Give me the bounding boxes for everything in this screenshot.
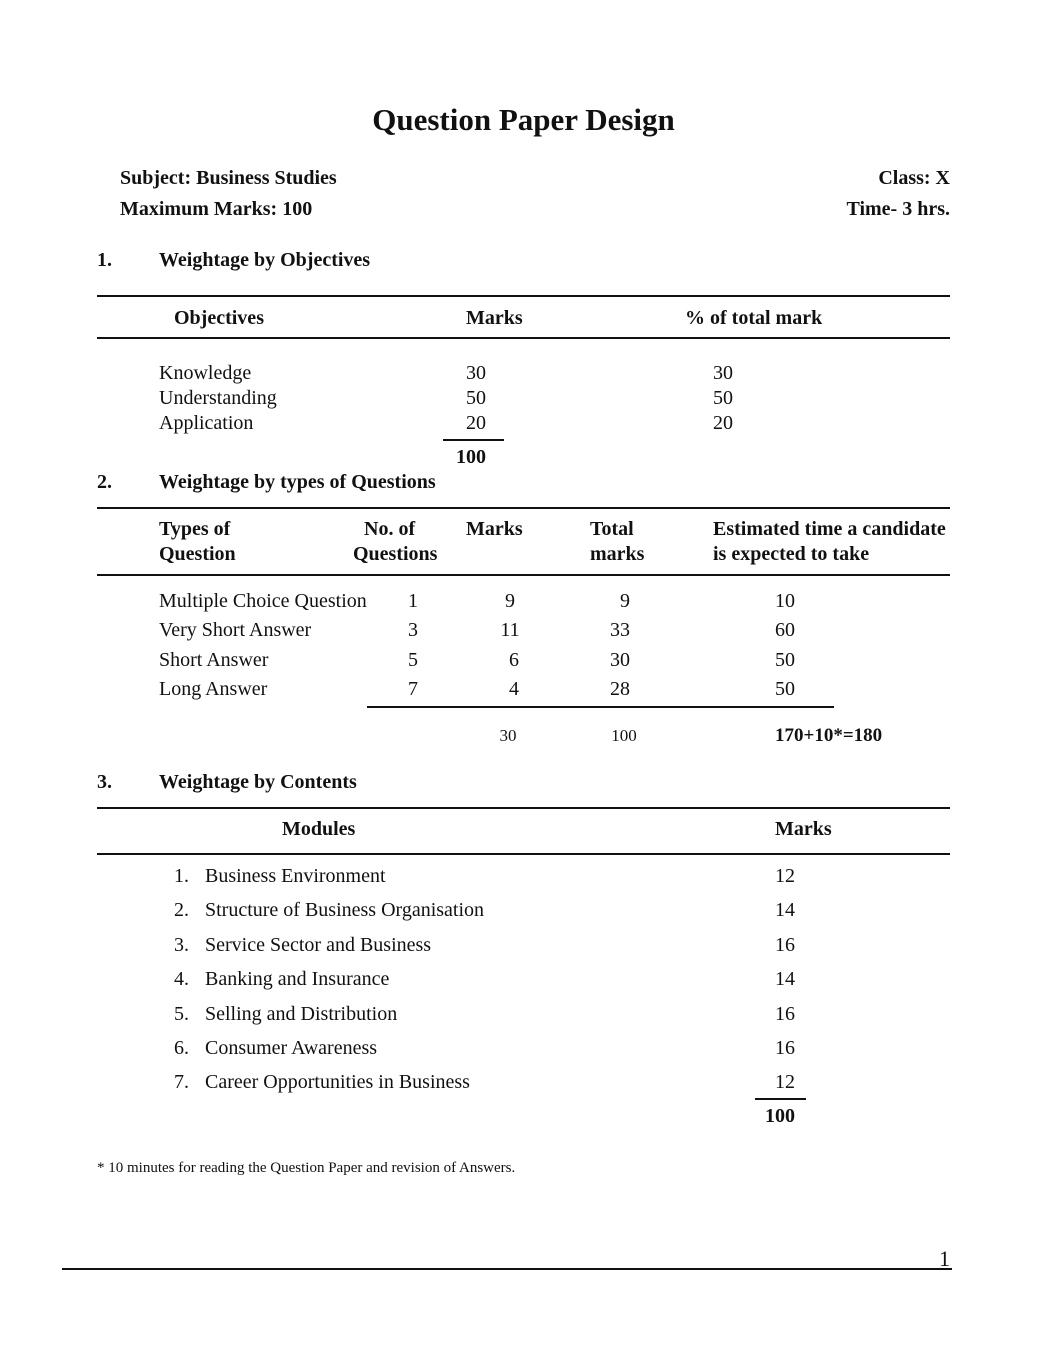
- section3-title: Weightage by Contents: [159, 771, 357, 793]
- section2-number: 2.: [97, 471, 112, 493]
- s3-row-number: 7.: [174, 1071, 189, 1093]
- s1-row-marks: 30: [466, 362, 486, 384]
- s2-col-time-line1: Estimated time a candidate: [713, 518, 946, 540]
- section2-title: Weightage by types of Questions: [159, 471, 436, 493]
- s3-row-marks: 16: [775, 934, 795, 956]
- s2-row-marks: 11: [500, 619, 520, 641]
- s2-row-count: 5: [408, 649, 418, 671]
- s3-row-marks: 14: [775, 968, 795, 990]
- s3-row-number: 4.: [174, 968, 189, 990]
- section3-number: 3.: [97, 771, 112, 793]
- s2-row-total: 28: [610, 678, 630, 700]
- s2-row-total: 30: [610, 649, 630, 671]
- section1-title: Weightage by Objectives: [159, 249, 371, 271]
- max-marks-label: Maximum Marks: 100: [120, 198, 313, 220]
- s3-row-number: 1.: [174, 865, 189, 887]
- s1-row-objective: Understanding: [159, 387, 277, 409]
- s2-row-count: 3: [408, 619, 418, 641]
- s2-row-time: 10: [775, 590, 795, 612]
- s1-col-percent: % of total mark: [685, 307, 823, 329]
- s2-row-type: Very Short Answer: [159, 619, 312, 641]
- s2-total-total: 100: [611, 726, 637, 745]
- section1-table-top-rule: [97, 295, 950, 297]
- s3-row-module: Career Opportunities in Business: [205, 1071, 470, 1093]
- section2-table-top-rule: [97, 507, 950, 509]
- class-label: Class: X: [878, 167, 950, 189]
- s2-row-marks: 9: [505, 590, 515, 612]
- section3-header-rule: [97, 853, 950, 855]
- section1-header-rule: [97, 337, 950, 339]
- s3-row-number: 5.: [174, 1003, 189, 1025]
- s2-sum-rule: [367, 706, 834, 708]
- s2-col-type-line2: Question: [159, 543, 236, 565]
- footnote: * 10 minutes for reading the Question Paper and revision of Answers.: [97, 1160, 516, 1176]
- s3-row-marks: 14: [775, 899, 795, 921]
- s1-row-marks: 20: [466, 412, 486, 434]
- s2-row-total: 9: [620, 590, 630, 612]
- s1-col-marks: Marks: [466, 307, 523, 329]
- s2-row-marks: 6: [509, 649, 519, 671]
- s3-sum-rule: [755, 1098, 806, 1100]
- s2-col-total-line2: marks: [590, 543, 645, 565]
- section3-table-top-rule: [97, 807, 950, 809]
- page-bottom-rule: [62, 1268, 952, 1270]
- s2-total-time: 170+10*=180: [775, 725, 883, 746]
- s2-col-marks: Marks: [466, 518, 523, 540]
- s3-row-module: Structure of Business Organisation: [205, 899, 485, 921]
- s2-row-type: Short Answer: [159, 649, 269, 671]
- s2-col-time-line2: is expected to take: [713, 543, 870, 565]
- page-title: Question Paper Design: [372, 102, 675, 137]
- s3-row-marks: 12: [775, 865, 795, 887]
- s3-row-marks: 16: [775, 1037, 795, 1059]
- s2-col-type-line1: Types of: [159, 518, 231, 540]
- s2-row-marks: 4: [509, 678, 519, 700]
- s2-row-time: 50: [775, 678, 795, 700]
- s3-row-module: Business Environment: [205, 865, 386, 887]
- s1-col-objectives: Objectives: [174, 307, 264, 329]
- s3-row-module: Banking and Insurance: [205, 968, 390, 990]
- subject-label: Subject: Business Studies: [120, 167, 337, 189]
- s2-row-type: Long Answer: [159, 678, 268, 700]
- section2-header-rule: [97, 574, 950, 576]
- s3-row-module: Selling and Distribution: [205, 1003, 398, 1025]
- s3-row-marks: 16: [775, 1003, 795, 1025]
- s2-row-time: 60: [775, 619, 795, 641]
- s2-col-count-line1: No. of: [364, 518, 416, 540]
- s3-col-modules: Modules: [282, 818, 356, 840]
- s1-row-marks: 50: [466, 387, 486, 409]
- s3-col-marks: Marks: [775, 818, 832, 840]
- s2-col-total-line1: Total: [590, 518, 634, 540]
- s2-row-type: Multiple Choice Question: [159, 590, 367, 612]
- s2-col-count-line2: Questions: [353, 543, 438, 565]
- s3-total: 100: [765, 1105, 795, 1127]
- s1-row-percent: 50: [713, 387, 733, 409]
- section1-number: 1.: [97, 249, 112, 271]
- s3-row-marks: 12: [775, 1071, 795, 1093]
- s3-row-number: 3.: [174, 934, 189, 956]
- s2-row-time: 50: [775, 649, 795, 671]
- time-label: Time- 3 hrs.: [846, 198, 950, 220]
- s1-row-percent: 20: [713, 412, 733, 434]
- s1-total: 100: [456, 446, 486, 468]
- s1-row-objective: Knowledge: [159, 362, 252, 384]
- s1-row-objective: Application: [159, 412, 254, 434]
- s2-row-total: 33: [610, 619, 630, 641]
- s3-row-number: 6.: [174, 1037, 189, 1059]
- s3-row-number: 2.: [174, 899, 189, 921]
- s3-row-module: Service Sector and Business: [205, 934, 432, 956]
- s2-total-marks: 30: [499, 726, 517, 745]
- page-number: 1: [939, 1246, 950, 1271]
- s2-row-count: 1: [408, 590, 418, 612]
- s1-sum-rule: [443, 439, 504, 441]
- s2-row-count: 7: [408, 678, 418, 700]
- s3-row-module: Consumer Awareness: [205, 1037, 378, 1059]
- s1-row-percent: 30: [713, 362, 733, 384]
